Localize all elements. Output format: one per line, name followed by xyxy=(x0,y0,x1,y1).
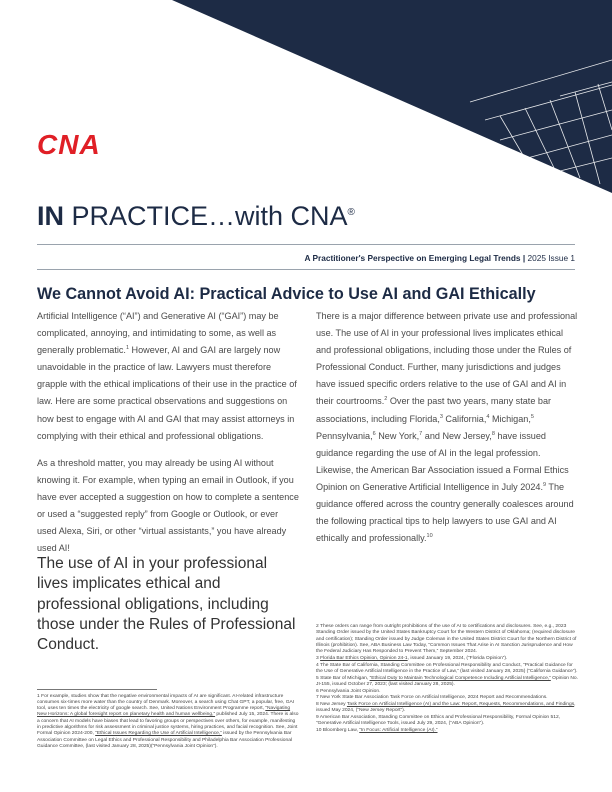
footnote-ref-9[interactable]: 9 xyxy=(542,481,547,488)
subtitle: A Practitioner's Perspective on Emerging Legal Trends xyxy=(304,253,521,263)
p3-part1: There is a major difference between private use and professional use. The use of AI in your professional lives implicates ethical and professional obligations, including those under the Rules of Professional Conduct. Further, many jurisdictions and judges have issued specific orders relative to the use of GAI and AI in their courtrooms. xyxy=(316,311,578,407)
footnote-8-link[interactable]: Task Force on Artificial Intelligence (AI) and the Law: Report, Requests, Recommendations, and Findings xyxy=(346,701,575,707)
footnote-1-tail: published July 15, 2024. There is also a concern that AI models have biases that lead to favoring groups or perspectives over others, for example, manifesting in predictive algorithms for risk assessment in criminal justice systems, hiring practices, and facial recognition. See, Joint Formal Opinion 2024-200, xyxy=(37,712,299,737)
footnote-5-text: 5 State Bar of Michigan, xyxy=(316,675,370,681)
top-rule xyxy=(37,244,575,245)
publication-title xyxy=(37,203,355,230)
footnote-list-right xyxy=(316,624,578,734)
paragraph-2-text: As a threshold matter, you may already be using AI without knowing it. For example, when typing an email in Outlook, if you have ever accepted a suggestion on how to complete a sentence or used a “suggested reply” from Google or Outlook, or ever used Alexa, Siri, or other “virtual assistants,” you have already used AI! xyxy=(37,457,299,554)
footnote-3-tail: , issued January 19, 2024, (“Florida Opinion”). xyxy=(407,655,508,661)
footnote-1-link[interactable]: “Navigating New Horizons: A global foresight report on planetary health and human wellbeing,” xyxy=(37,706,291,718)
footnote-5 xyxy=(316,676,578,689)
footnote-5-link[interactable]: “Ethical Duty to Maintain Technological Competence Including Artificial Intelligence,” xyxy=(369,675,551,681)
footnote-6 xyxy=(316,689,578,695)
issue-number: 2025 Issue 1 xyxy=(527,253,575,263)
footnote-4-text: 4 The State Bar of California, Standing Committee on Professional Responsibility and Conduct, “Practical Guidance for the Use of Generative Artificial Intelligence in the Practice of Law,” (last visited January 28, 2025) (“California Guidance”). xyxy=(316,662,578,674)
footnote-3 xyxy=(316,656,578,662)
footnote-ref-6[interactable]: 6 xyxy=(372,430,376,437)
footnote-ref-4[interactable]: 4 xyxy=(486,413,490,420)
right-column xyxy=(316,308,578,547)
footnote-9 xyxy=(316,715,578,728)
title-rest: PRACTICE…with CNA xyxy=(64,201,348,231)
paragraph-1 xyxy=(37,308,299,445)
footnote-3-text: 3 xyxy=(316,655,321,661)
registered-mark: ® xyxy=(347,207,355,218)
footnote-6-text: 6 Pennsylvania Joint Opinion. xyxy=(316,688,381,694)
left-column xyxy=(37,308,299,557)
navy-triangle xyxy=(172,0,612,193)
footnote-8-tail: , issued May 2024, (“New Jersey Report”). xyxy=(316,701,576,714)
footnote-2-text: 2 These orders can range from outright prohibitions of the use of AI to certifications and disclosures. See, e.g., 2023 Standing Order issued by the United States Bankruptcy Court for the Western District of Oklahoma; (required disclosure and certification); Standing Order issued by Judge Coleman in the United States District Court for the Northern District of Illinois (prohibition). See, ABA Business Law Today, “Common Issues That Arise in AI Sanction Jurisprudence and How the Federal Judiciary Has Responded to Prevent Them,” September 2024. xyxy=(316,624,577,655)
footnote-4 xyxy=(316,663,578,676)
article-headline: We Cannot Avoid AI: Practical Advice to Use AI and GAI Ethically xyxy=(37,285,536,303)
paragraph-1-text: Artificial Intelligence (“AI”) and Generative AI (“GAI”) may be complicated, annoying, and intimidating to some, as well as generally problematic. xyxy=(37,311,279,356)
pull-quote: The use of AI in your professional lives implicates ethical and professional obligations, including those under the Rules of Professional Conduct. xyxy=(37,555,296,654)
mid-rule xyxy=(37,269,575,270)
footnote-list-left xyxy=(37,694,299,751)
footnote-10-text: 10 Bloomberg Law, xyxy=(316,727,360,733)
paragraph-3 xyxy=(316,308,578,547)
footnote-8-text: 8 New Jersey xyxy=(316,701,347,707)
title-bold: IN xyxy=(37,201,64,231)
footnote-ref-10[interactable]: 10 xyxy=(426,533,433,540)
footnote-1 xyxy=(37,694,299,751)
p3-part3: California, xyxy=(442,413,487,424)
footnote-7-text: 7 New York State Bar Association Task Force on Artificial Intelligence, 2024 Report and Recommendations. xyxy=(316,695,548,701)
footnote-8 xyxy=(316,702,578,715)
p3-part4: Michigan, xyxy=(489,413,531,424)
footnote-2 xyxy=(316,624,578,655)
p3-part7: and New Jersey, xyxy=(422,430,492,441)
paragraph-1-tail: However, AI and GAI are largely now unavoidable in the practice of law. Lawyers must therefore grapple with the ethical implications of their use in the practice of law. Here are some practical observations and suggestions on how best to engage with AI and GAI that may assist attorneys in complying with their ethical and professional obligations. xyxy=(37,345,297,441)
footnote-5-tail: Opinion No. JI-155, issued October 27, 2023; (last visited January 28, 2025). xyxy=(316,675,578,687)
p3-part6: New York, xyxy=(375,430,420,441)
p3-part9: The guidance offered across the country generally coalesces around the following practical tips to help lawyers to use GAI and AI ethically and professionally. xyxy=(316,481,574,544)
p3-part2: Over the past two years, many state bar associations, including Florida, xyxy=(316,396,552,424)
footnote-ref-1[interactable]: 1 xyxy=(125,345,130,352)
footnote-1-tail2: issued by the Pennsylvania Bar Association Committee on Legal Ethics and Professional Responsibility and Philadelphia Bar Association Professional Guidance Committee, (last visited January 28, 2025)(“Pennsylvania Joint Opinion”). xyxy=(37,731,292,749)
footnote-ref-8[interactable]: 8 xyxy=(491,430,495,437)
footnote-ref-7[interactable]: 7 xyxy=(419,430,423,437)
separator: | xyxy=(520,253,528,263)
p3-part5: Pennsylvania, xyxy=(316,430,373,441)
footnote-rule xyxy=(37,689,157,690)
p3-part8: have issued guidance regarding the use of AI in the legal profession. Likewise, the American Bar Association issued a Formal Ethics Opinion on Generative Artificial Intelligence in July 2024. xyxy=(316,430,569,492)
cna-logo: CNA xyxy=(37,129,101,160)
paragraph-2 xyxy=(37,455,299,558)
footnote-1-text: 1 For example, studies show that the negative environmental impacts of AI are significant. AI-related infrastructure consumes six-times more water than the country of Denmark. Moreover, a search using Chat GPT, a popular, free, GAI tool, uses ten times the electricity of google search. See, United Nations Environment Programme report, xyxy=(37,693,295,712)
footnote-1-link2[interactable]: “Ethical Issues Regarding the Use of Artificial Intelligence,” xyxy=(95,731,222,737)
footnote-7 xyxy=(316,695,578,701)
issue-line xyxy=(304,253,575,263)
footnote-ref-5[interactable]: 5 xyxy=(530,413,534,420)
footnote-3-link[interactable]: Florida Bar Ethics Opinion, Opinion 24-1 xyxy=(320,655,408,661)
footnote-ref-3[interactable]: 3 xyxy=(439,413,443,420)
footnote-10-link[interactable]: “In Focus: Artificial Intelligence (AI).” xyxy=(359,727,438,733)
footnote-ref-2[interactable]: 2 xyxy=(384,396,388,403)
footnote-9-text: 9 American Bar Association, Standing Committee on Ethics and Professional Responsibility, Formal Opinion 512, “Generative Artificial Intelligence Tools, issued July 29, 2024, (“ABA Opinion”). xyxy=(316,714,561,727)
footnotes-left xyxy=(37,689,299,751)
footnotes-right xyxy=(316,624,578,735)
footnote-10 xyxy=(316,728,578,734)
